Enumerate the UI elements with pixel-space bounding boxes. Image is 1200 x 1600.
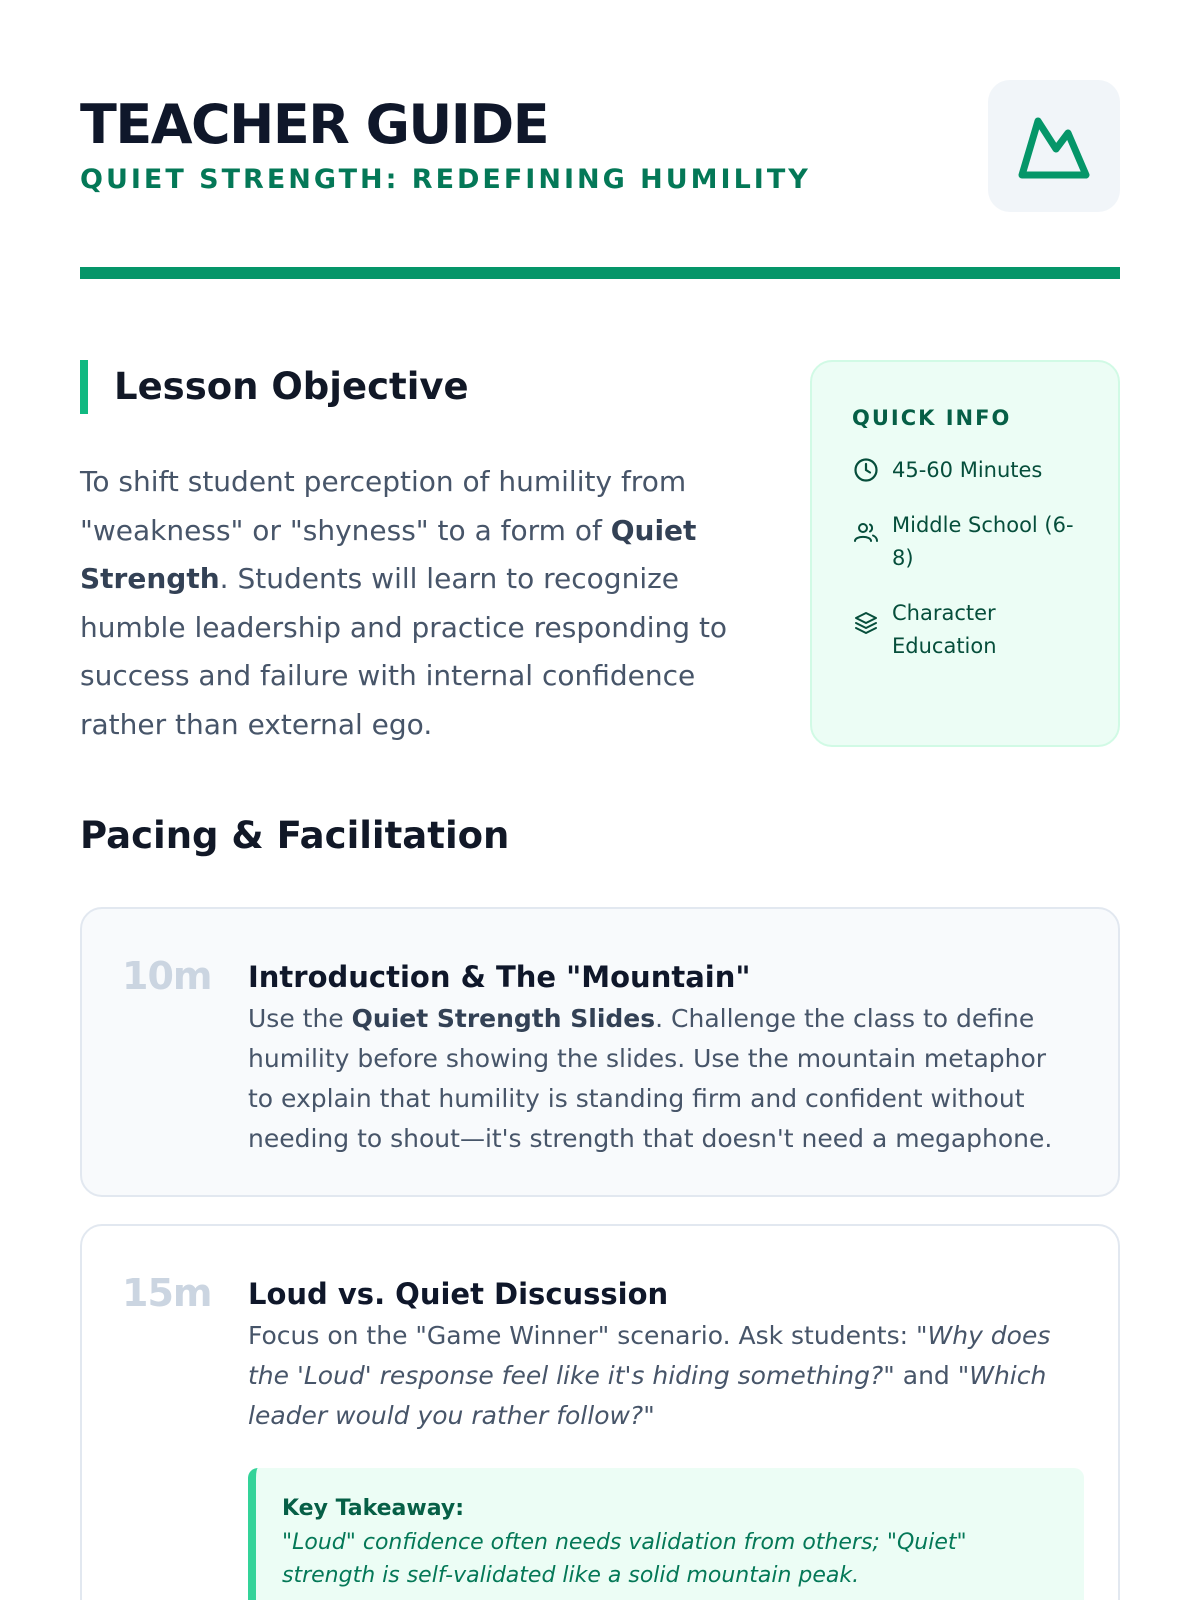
step-description: Use the Quiet Strength Slides. Challenge the class to define humility before showing the slides. Use the mountain metaphor to explain that humility is standing firm and confident without needing to shout—it's strength that doesn't need a megaphone. (248, 1004, 1053, 1153)
users-icon (852, 519, 880, 547)
step-description: Focus on the "Game Winner" scenario. Ask students: "Why does the 'Loud' response feel like it's hiding something?" and "Which leader would you rather follow?" (248, 1321, 1051, 1430)
quick-info-duration-label: 45-60 Minutes (892, 458, 1043, 482)
lesson-objective-section (80, 360, 740, 749)
quick-info-subject-label: Character Education (892, 601, 997, 658)
lesson-objective-heading: Lesson Objective (80, 360, 740, 414)
step-title: Introduction & The "Mountain" (248, 960, 751, 994)
mountain-icon (1016, 111, 1092, 181)
step-body (248, 1274, 1058, 1600)
step-duration: 10m (122, 954, 212, 998)
quick-info-card (810, 360, 1120, 747)
quick-info-duration (852, 454, 1118, 487)
step-duration: 15m (122, 1271, 212, 1315)
logo (988, 80, 1120, 212)
key-takeaway-callout (248, 1468, 1084, 1600)
layers-icon (852, 609, 880, 637)
key-takeaway-text: "Loud" confidence often needs validation from others; "Quiet" strength is self-validated like a solid mountain peak. (282, 1530, 967, 1588)
step-title: Loud vs. Quiet Discussion (248, 1277, 669, 1311)
clock-icon (852, 456, 880, 484)
page-title: TEACHER GUIDE (80, 93, 549, 156)
page-subtitle: QUIET STRENGTH: REDEFINING HUMILITY (80, 164, 811, 195)
lesson-objective-text: To shift student perception of humility from "weakness" or "shyness" to a form of Quiet Strength. Students will learn to recognize humble leadership and practice responding to success and failure with internal confidence rather than external ego. (80, 465, 728, 741)
header-divider (80, 267, 1120, 279)
quick-info-audience (852, 509, 1118, 575)
pacing-step (80, 907, 1120, 1197)
header (80, 80, 1120, 212)
quick-info-title: QUICK INFO (852, 406, 1012, 430)
quick-info-audience-label: Middle School (6-8) (892, 513, 1074, 570)
step-body (248, 957, 1058, 1159)
key-takeaway-label: Key Takeaway: (282, 1496, 465, 1521)
pacing-heading: Pacing & Facilitation (80, 814, 510, 857)
quick-info-subject (852, 597, 1118, 663)
pacing-step (80, 1224, 1120, 1600)
